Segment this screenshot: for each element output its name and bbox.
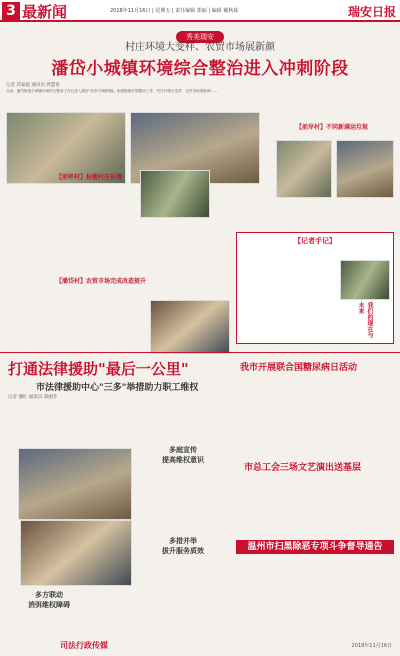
note-photo [340, 260, 390, 300]
diabetes-headline: 我市开展联合国糖尿病日活动 [240, 363, 358, 373]
masthead-logo: 瑞安日报 [347, 5, 396, 19]
section-divider [0, 352, 400, 353]
legal-subhead-a: 多庭宣传 提高维权意识 [162, 446, 204, 464]
story-byline: 记者 苏家砚 通讯员 周慧真 [6, 83, 60, 88]
section-title: 最新闻 [22, 3, 68, 21]
legal-subhead-c: 多方联动 消弭维权障碍 [28, 591, 70, 609]
page-number: 3 [2, 2, 20, 20]
story-photo-3 [140, 170, 210, 218]
legal-byline: 记者 潘红 通讯员 郑丽芳 [8, 395, 58, 400]
crime-headline: 温州市扫黑除恶专项斗争督导通告 [236, 540, 394, 554]
union-headline: 市总工会三场文艺演出送基层 [244, 463, 362, 473]
legal-headline: 打通法律援助"最后一公里" [8, 360, 189, 378]
subhead-qianyang: 【前样村】扮靓村庄环境 [56, 174, 123, 181]
footer-logo: 司法行政传媒 [60, 640, 108, 650]
story-intro: 当前，潘岱街道小城镇环境综合整治工作已进入最后"攻坚"冲刺阶段。街道积极开展整治工作，村庄环境大变样、农贸市场展新颜…… [6, 89, 218, 93]
note-vertical-text: 我们的现在与未来 [357, 302, 373, 338]
story-tag: 秀美瑞安 [0, 24, 400, 43]
issue-meta: 2018年11月16日 | 星期五 | 责任编辑 郑丽 | 编辑 戴秋妹 [110, 8, 239, 14]
story-headline: 潘岱小城镇环境综合整治进入冲刺阶段 [51, 59, 349, 79]
legal-photo-2 [20, 520, 132, 586]
story-kicker: 村庄环境大变样、农贸市场展新颜 [125, 42, 275, 53]
reporter-note-title: 【记者手记】 [294, 237, 336, 245]
story-photo-5 [276, 140, 332, 198]
subhead-qianan: 【前岸村】不同新满运垃圾 [296, 124, 369, 131]
footer-date: 2018年11月16日 [351, 643, 392, 649]
story-photo-6 [336, 140, 394, 198]
subhead-pandai: 【潘岱村】农贸市场完成改造提升 [56, 278, 147, 285]
legal-photo-1 [18, 448, 132, 520]
story-photo-4 [150, 300, 230, 354]
legal-subtitle: 市法律援助中心"三多"举措助力职工维权 [36, 383, 199, 393]
legal-subhead-b: 多措并举 拔升服务质效 [162, 537, 204, 555]
